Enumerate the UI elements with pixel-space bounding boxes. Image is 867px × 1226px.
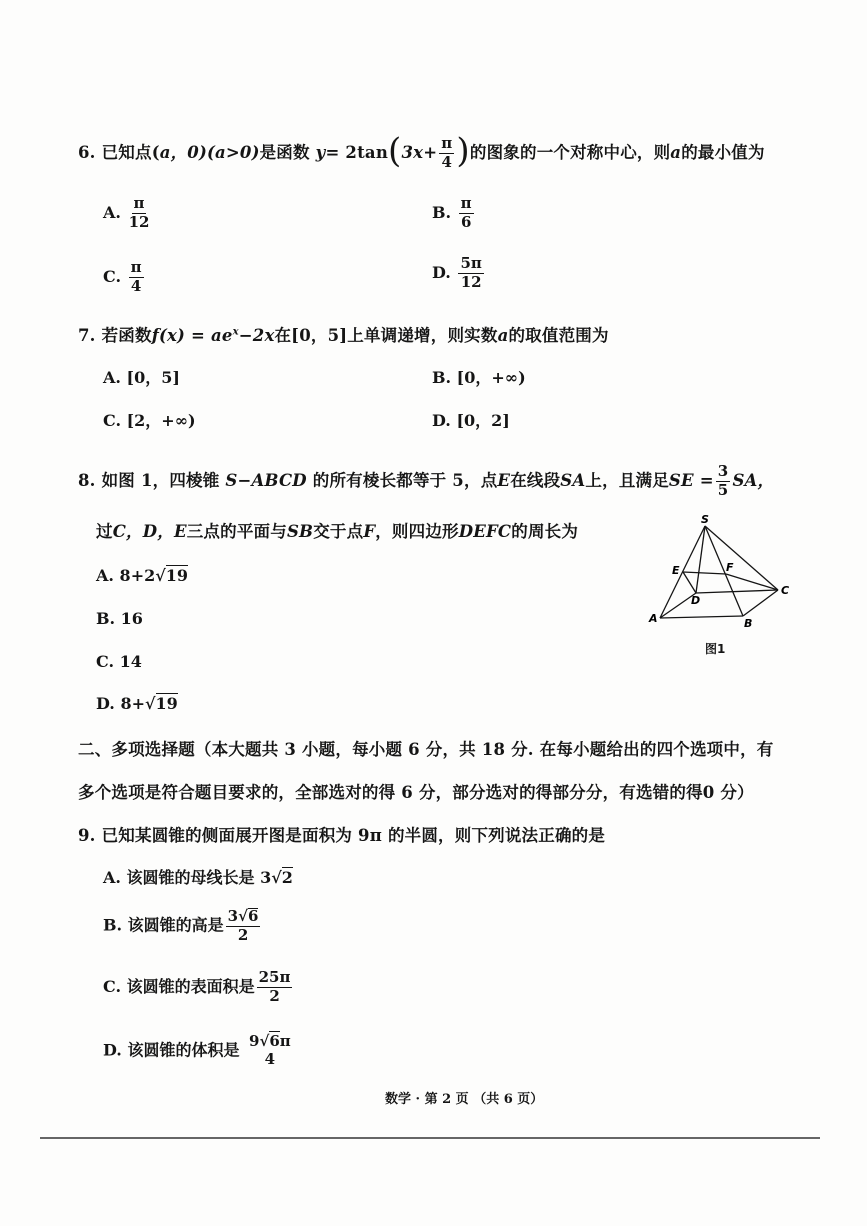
bottom-rule	[40, 1137, 820, 1139]
q7-option-a: A. [0，5]	[103, 368, 180, 387]
q6-number: 6.	[78, 142, 96, 162]
q7-stem: 7. 若函数$f(x) = ae^x-2x$在[0，5]上单调递增，则实数a的取值范围为	[78, 326, 609, 345]
edge-bc	[743, 590, 778, 616]
paren-open: (	[388, 131, 402, 172]
q9-stem: 9. 已知某圆锥的侧面展开图是面积为 9π 的半圆，则下列说法正确的是	[78, 826, 606, 845]
figure-caption: 图1	[705, 642, 726, 656]
edge-sc	[705, 526, 778, 590]
page-footer: 数学 · 第 2 页 （共 6 页）	[385, 1092, 544, 1107]
label-s: S	[701, 513, 709, 526]
q7-number: 7.	[78, 326, 96, 345]
q8-stem-line2: 过C，D，E三点的平面与SB交于点F，则四边形DEFC的周长为	[96, 522, 579, 541]
q6-option-b: B. $\frac{\pi}{6}$	[432, 194, 472, 231]
section2-title-line1: 二、多项选择题（本大题共 3 小题，每小题 6 分，共 18 分. 在每小题给出的四个选项中，有	[78, 740, 774, 759]
q9-number: 9.	[78, 826, 96, 845]
q9-option-c: C. 该圆锥的表面积是 $\frac{25\pi}{2}$	[103, 968, 291, 1005]
q8-ratio-fraction: $\frac{3}{5}$	[717, 462, 729, 499]
q6-stem: 6. 已知点(a，0)(a>0)是函数 y= 2tan(3x+ $\frac{\pi}{4}$ )的图象的一个对称中心，则a的最小值为	[78, 131, 765, 172]
label-c: C	[781, 584, 790, 597]
label-d: D	[691, 594, 701, 607]
q7-option-c: C. [2，+∞)	[103, 411, 196, 430]
q7-option-d: D. [0，2]	[432, 411, 510, 430]
q8-number: 8.	[78, 470, 96, 490]
q6-option-c: C. $\frac{\pi}{4}$	[103, 258, 142, 295]
q8-option-a: A. 8+2√19	[96, 566, 189, 585]
q9-option-b: B. 该圆锥的高是 $\frac{3√6}{2}$	[103, 907, 259, 944]
q6-option-a: A. $\frac{\pi}{12}$	[103, 194, 150, 231]
q9-option-d: D. 该圆锥的体积是 9√6π 4	[103, 1032, 291, 1068]
section2-title-line2: 多个选项是符合题目要求的，全部选对的得 6 分，部分选对的得部分分，有选错的得0 分）	[78, 783, 754, 802]
edge-ef	[683, 572, 726, 574]
q9-option-a: A. 该圆锥的母线长是 3√2	[103, 868, 293, 887]
q8-stem-line1: 8. 如图 1，四棱锥 S−ABCD 的所有棱长都等于 5，点E在线段SA上，且满足SE = $\frac{3}{5}$ SA，	[78, 462, 775, 499]
q6-func-fraction: $\frac{\pi}{4}$	[441, 134, 453, 171]
paren-close: )	[456, 131, 470, 172]
q6-option-d: D. $\frac{5\pi}{12}$	[432, 254, 482, 291]
label-f: F	[726, 561, 734, 574]
pyramid-figure	[640, 510, 800, 660]
q8-option-c: C. 14	[96, 652, 142, 671]
q8-option-b: B. 16	[96, 609, 143, 628]
edge-ed	[683, 572, 696, 593]
label-a: A	[649, 612, 658, 625]
edge-ab	[660, 616, 743, 618]
label-e: E	[672, 564, 680, 577]
edge-sb	[705, 526, 743, 616]
edge-dc	[696, 590, 778, 593]
q8-option-d: D. 8+√19	[96, 694, 178, 713]
label-b: B	[744, 617, 753, 630]
q7-option-b: B. [0，+∞)	[432, 368, 526, 387]
edge-fc	[726, 574, 778, 590]
